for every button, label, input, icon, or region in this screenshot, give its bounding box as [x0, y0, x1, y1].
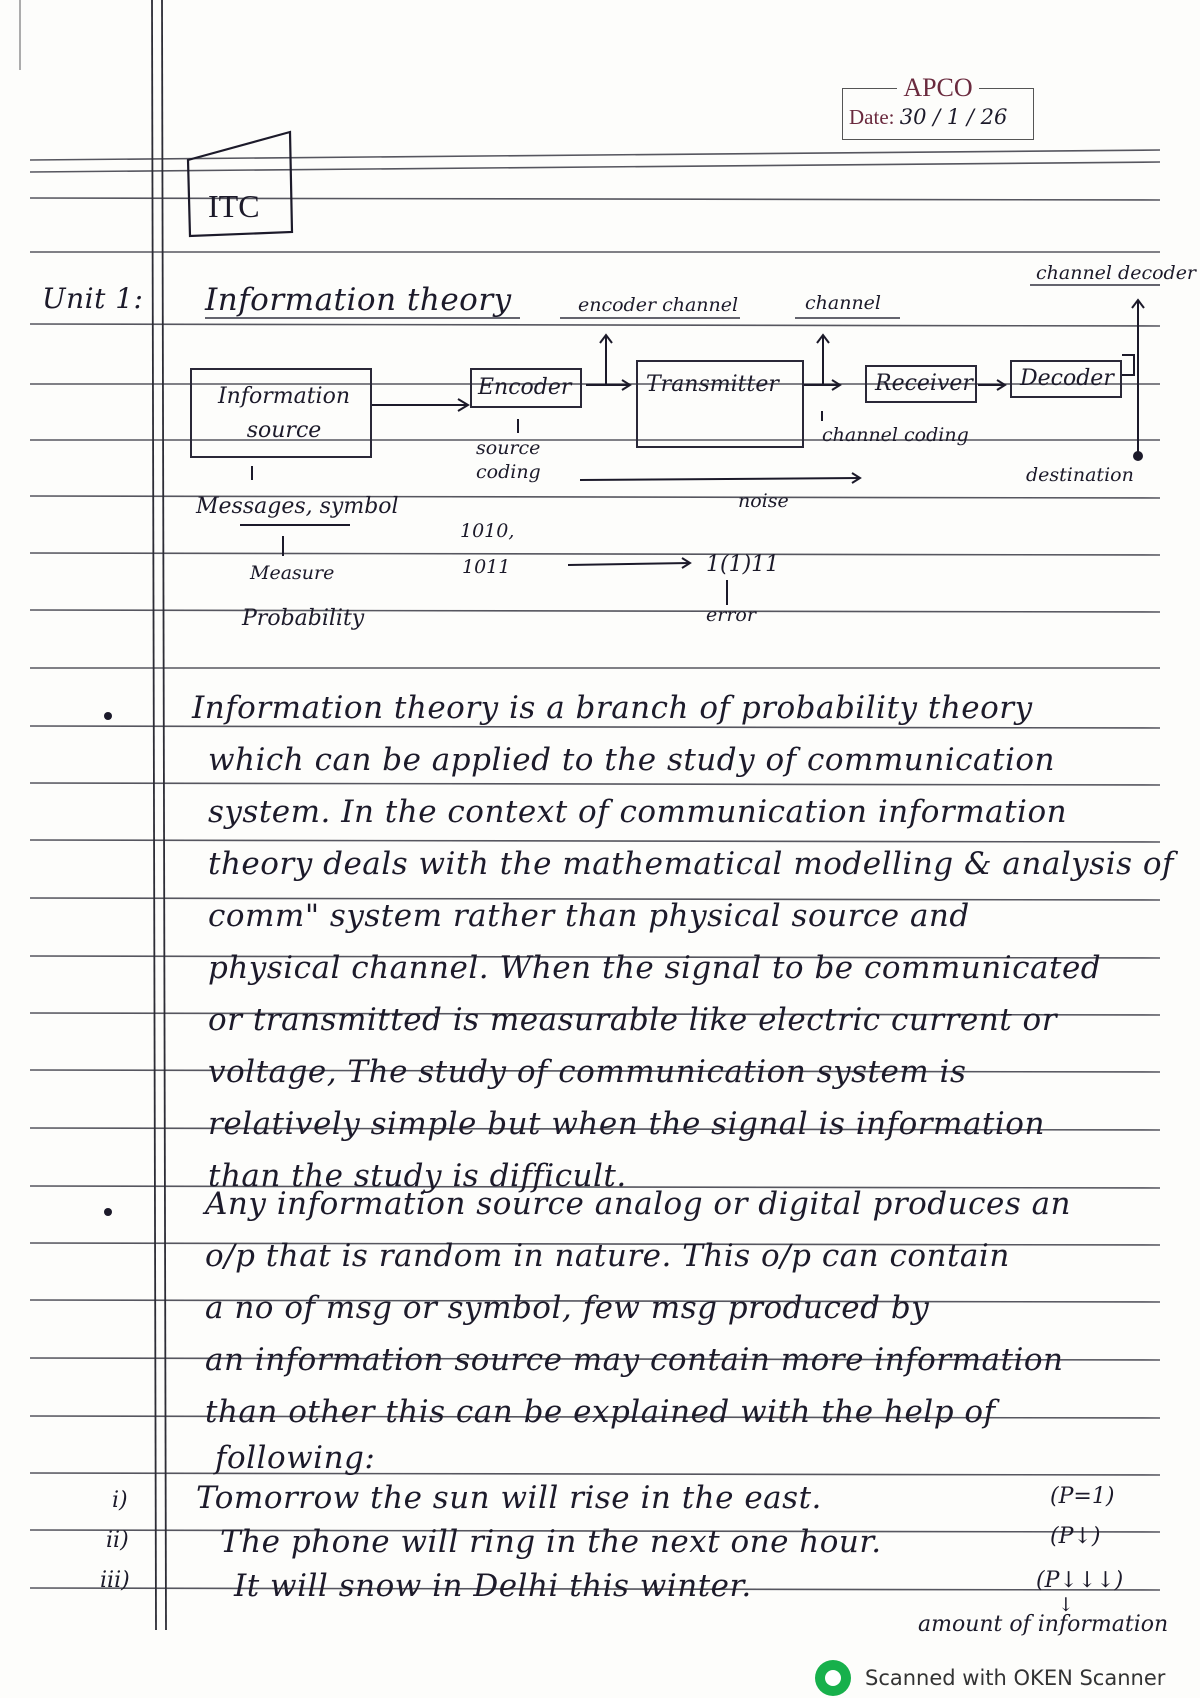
bullet-2	[104, 1208, 112, 1216]
block-source-label: Information source	[217, 384, 351, 443]
block-transmitter	[636, 360, 804, 448]
block-decoder	[1010, 360, 1122, 398]
label-bits-1: 1010,	[460, 520, 515, 542]
paragraph-2-line: following:	[215, 1440, 376, 1476]
label-encoder-channel: encoder channel	[578, 294, 739, 316]
scanner-text: Scanned with OKEN Scanner	[865, 1666, 1166, 1690]
block-encoder	[470, 368, 582, 408]
example-number: i)	[112, 1488, 128, 1513]
example-probability: (P↓)	[1050, 1524, 1101, 1549]
paragraph-1-line: system. In the context of communication information	[208, 794, 1068, 830]
label-channel-decoder: channel decoder	[1036, 262, 1197, 284]
example-text: The phone will ring in the next one hour.	[220, 1524, 882, 1560]
paragraph-2-line: a no of msg or symbol, few msg produced by	[205, 1290, 930, 1326]
label-source-coding: source coding	[476, 437, 541, 483]
example-probability: (P=1)	[1050, 1484, 1115, 1509]
paragraph-1-line: or transmitted is measurable like electric current or	[208, 1002, 1058, 1038]
label-destination: destination	[1026, 464, 1134, 486]
block-source	[190, 368, 372, 458]
date-stamp	[842, 73, 1034, 140]
subject-title: ITC	[208, 188, 260, 224]
scanner-logo-icon	[815, 1660, 851, 1696]
label-channel-coding: channel coding	[822, 424, 969, 446]
example-number: ii)	[106, 1528, 129, 1553]
example-probability: (P↓↓↓)	[1036, 1568, 1124, 1593]
paragraph-1-line: voltage, The study of communication system is	[208, 1054, 967, 1090]
brand-label: APCO	[897, 73, 978, 102]
date-value: 30 / 1 / 26	[899, 105, 1008, 129]
paragraph-1-line: comm" system rather than physical source and	[208, 898, 970, 934]
unit-title: Information theory	[205, 282, 512, 318]
label-probability: Probability	[242, 606, 365, 631]
paragraph-1-line: physical channel. When the signal to be communicated	[208, 950, 1102, 986]
date-label: Date:	[849, 105, 895, 129]
paragraph-2-line: Any information source analog or digital produces an	[205, 1186, 1072, 1222]
label-bits-received: 1(1)11	[706, 552, 780, 577]
bullet-1	[104, 712, 112, 720]
unit-label: Unit 1:	[42, 282, 144, 315]
label-messages: Messages, symbol	[196, 494, 399, 519]
block-encoder-label: Encoder	[478, 375, 572, 400]
paragraph-2-line: than other this can be explained with the help of	[205, 1394, 996, 1430]
paragraph-1-line: which can be applied to the study of communication	[208, 742, 1055, 778]
paragraph-2-line: o/p that is random in nature. This o/p can contain	[205, 1238, 1010, 1274]
label-channel: channel	[805, 292, 881, 314]
paragraph-1-line: relatively simple but when the signal is information	[208, 1106, 1045, 1142]
paragraph-1-line: Information theory is a branch of probability theory	[192, 690, 1033, 726]
paragraph-2-line: an information source may contain more information	[205, 1342, 1064, 1378]
example-text: Tomorrow the sun will rise in the east.	[196, 1480, 822, 1516]
label-measure: Measure	[250, 562, 335, 584]
label-bits-2: 1011	[462, 556, 511, 578]
scanner-watermark	[815, 1660, 1165, 1696]
paragraph-1-line: theory deals with the mathematical modelling & analysis of	[208, 846, 1175, 882]
bottom-note: amount of information	[918, 1612, 1169, 1637]
block-transmitter-label: Transmitter	[646, 372, 779, 397]
block-receiver-label: Receiver	[875, 371, 973, 396]
block-receiver	[865, 365, 977, 403]
down-arrow-icon: ↓	[1058, 1594, 1074, 1616]
example-text: It will snow in Delhi this winter.	[234, 1568, 752, 1604]
block-decoder-label: Decoder	[1020, 366, 1114, 391]
example-number: iii)	[100, 1568, 130, 1593]
label-noise: noise	[738, 490, 789, 512]
label-error: error	[706, 604, 756, 626]
paragraph-1-line: than the study is difficult.	[208, 1158, 627, 1194]
